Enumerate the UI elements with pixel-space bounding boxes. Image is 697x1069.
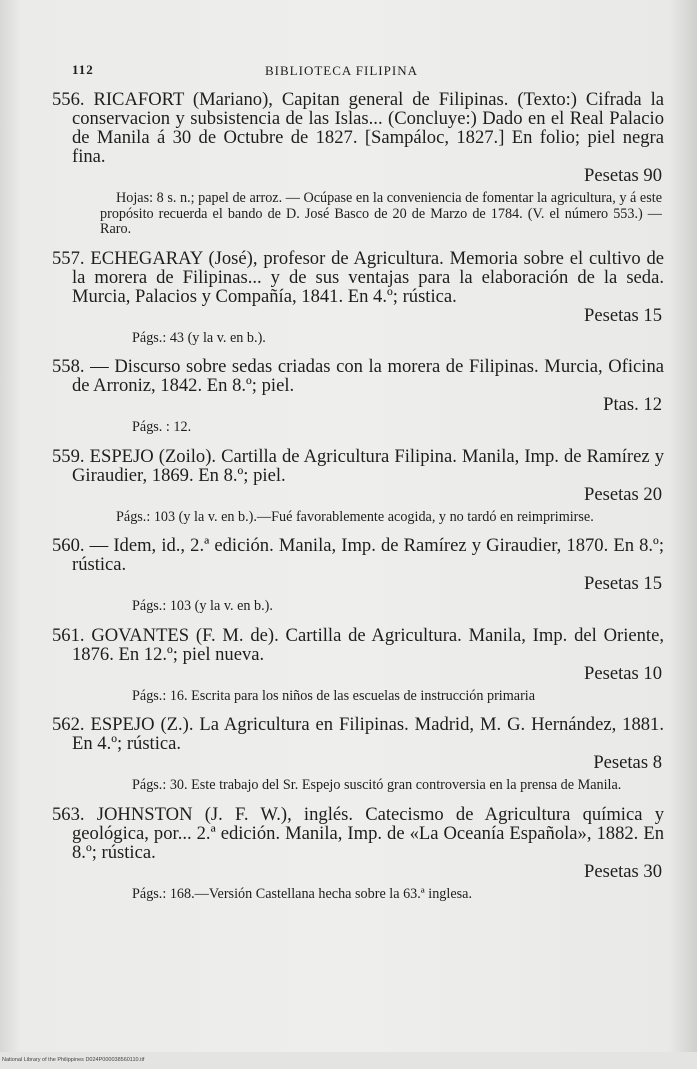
entry-note: Págs.: 43 (y la v. en b.). <box>132 329 266 346</box>
entry-556 <box>52 90 664 238</box>
entry-note: Págs.: 30. Este trabajo del Sr. Espejo suscitó gran controversia en la prensa de Manila. <box>132 777 622 793</box>
entry-560 <box>52 536 664 615</box>
entry-price: Pesetas 30 <box>584 860 662 882</box>
entry-price: Ptas. 12 <box>603 394 662 415</box>
entry-558 <box>52 357 664 436</box>
entry-text: 557. ECHEGARAY (José), profesor de Agricultura. Memoria sobre el cultivo de la morera de Filipinas... y de sus ventajas para la elaboración de la seda. Murcia, Palacios y Compañía, 1841. En 4.º; rústica. <box>52 247 664 307</box>
page-number: 112 <box>72 62 94 77</box>
entry-price: Pesetas 90 <box>584 165 662 186</box>
entry-557 <box>52 249 664 347</box>
entry-563 <box>52 805 664 903</box>
entry-text: 563. JOHNSTON (J. F. W.), inglés. Catecismo de Agricultura química y geológica, por... 2.ª edición. Manila, Imp. de «La Oceanía Española», 1882. En 8.º; rústica. <box>52 803 664 863</box>
entry-text: 559. ESPEJO (Zoilo). Cartilla de Agricultura Filipina. Manila, Imp. de Ramírez y Giraudier, 1869. En 8.º; piel. <box>52 445 664 486</box>
page-header <box>0 62 697 82</box>
entry-note: Págs.: 103 (y la v. en b.).—Fué favorablemente acogida, y no tardó en reimprimirse. <box>116 508 594 525</box>
entry-price: Pesetas 8 <box>593 752 662 773</box>
entry-text: 561. GOVANTES (F. M. de). Cartilla de Agricultura. Manila, Imp. del Oriente, 1876. En 12.º; piel nueva. <box>52 624 664 665</box>
entry-note: Págs. : 12. <box>132 419 192 435</box>
entry-561 <box>52 626 664 705</box>
entry-text: 560. — Idem, id., 2.ª edición. Manila, Imp. de Ramírez y Giraudier, 1870. En 8.º; rústica. <box>52 535 664 575</box>
entry-562 <box>52 715 664 794</box>
entry-price: Pesetas 10 <box>584 662 662 684</box>
entry-text: 562. ESPEJO (Z.). La Agricultura en Filipinas. Madrid, M. G. Hernández, 1881. En 4.º; rústica. <box>52 714 664 754</box>
scan-footer: National Library of the Philippines D024P000038560110.tif <box>2 1057 145 1063</box>
entry-price: Pesetas 20 <box>584 483 662 505</box>
entry-text: 556. RICAFORT (Mariano), Capitan general de Filipinas. (Texto:) Cifrada la conservacion y subsistencia de las Islas... (Concluye:) Dado en el Real Palacio de Manila á 30 de Octubre de 1827. [Sampáloc, 1827.] En folio; piel negra fina. <box>52 89 664 167</box>
entry-559 <box>52 447 664 526</box>
entry-note: Págs.: 168.—Versión Castellana hecha sobre la 63.ª inglesa. <box>132 885 472 902</box>
entry-text: 558. — Discurso sobre sedas criadas con la morera de Filipinas. Murcia, Oficina de Arroniz, 1842. En 8.º; piel. <box>52 356 664 396</box>
entry-price: Pesetas 15 <box>584 304 662 326</box>
entry-note: Págs.: 103 (y la v. en b.). <box>132 598 273 614</box>
entry-note: Hojas: 8 s. n.; papel de arroz. — Ocúpase en la conveniencia de fomentar la agricultura, y á este propósito recuerda el bando de D. José Basco de 20 de Marzo de 1784. (V. el número 553.) — Raro. <box>100 190 662 237</box>
entry-note: Págs.: 16. Escrita para los niños de las escuelas de instrucción primaria <box>132 687 536 704</box>
entry-price: Pesetas 15 <box>584 573 662 594</box>
running-title: BIBLIOTECA FILIPINA <box>265 63 418 78</box>
bibliography-entries <box>52 90 664 913</box>
